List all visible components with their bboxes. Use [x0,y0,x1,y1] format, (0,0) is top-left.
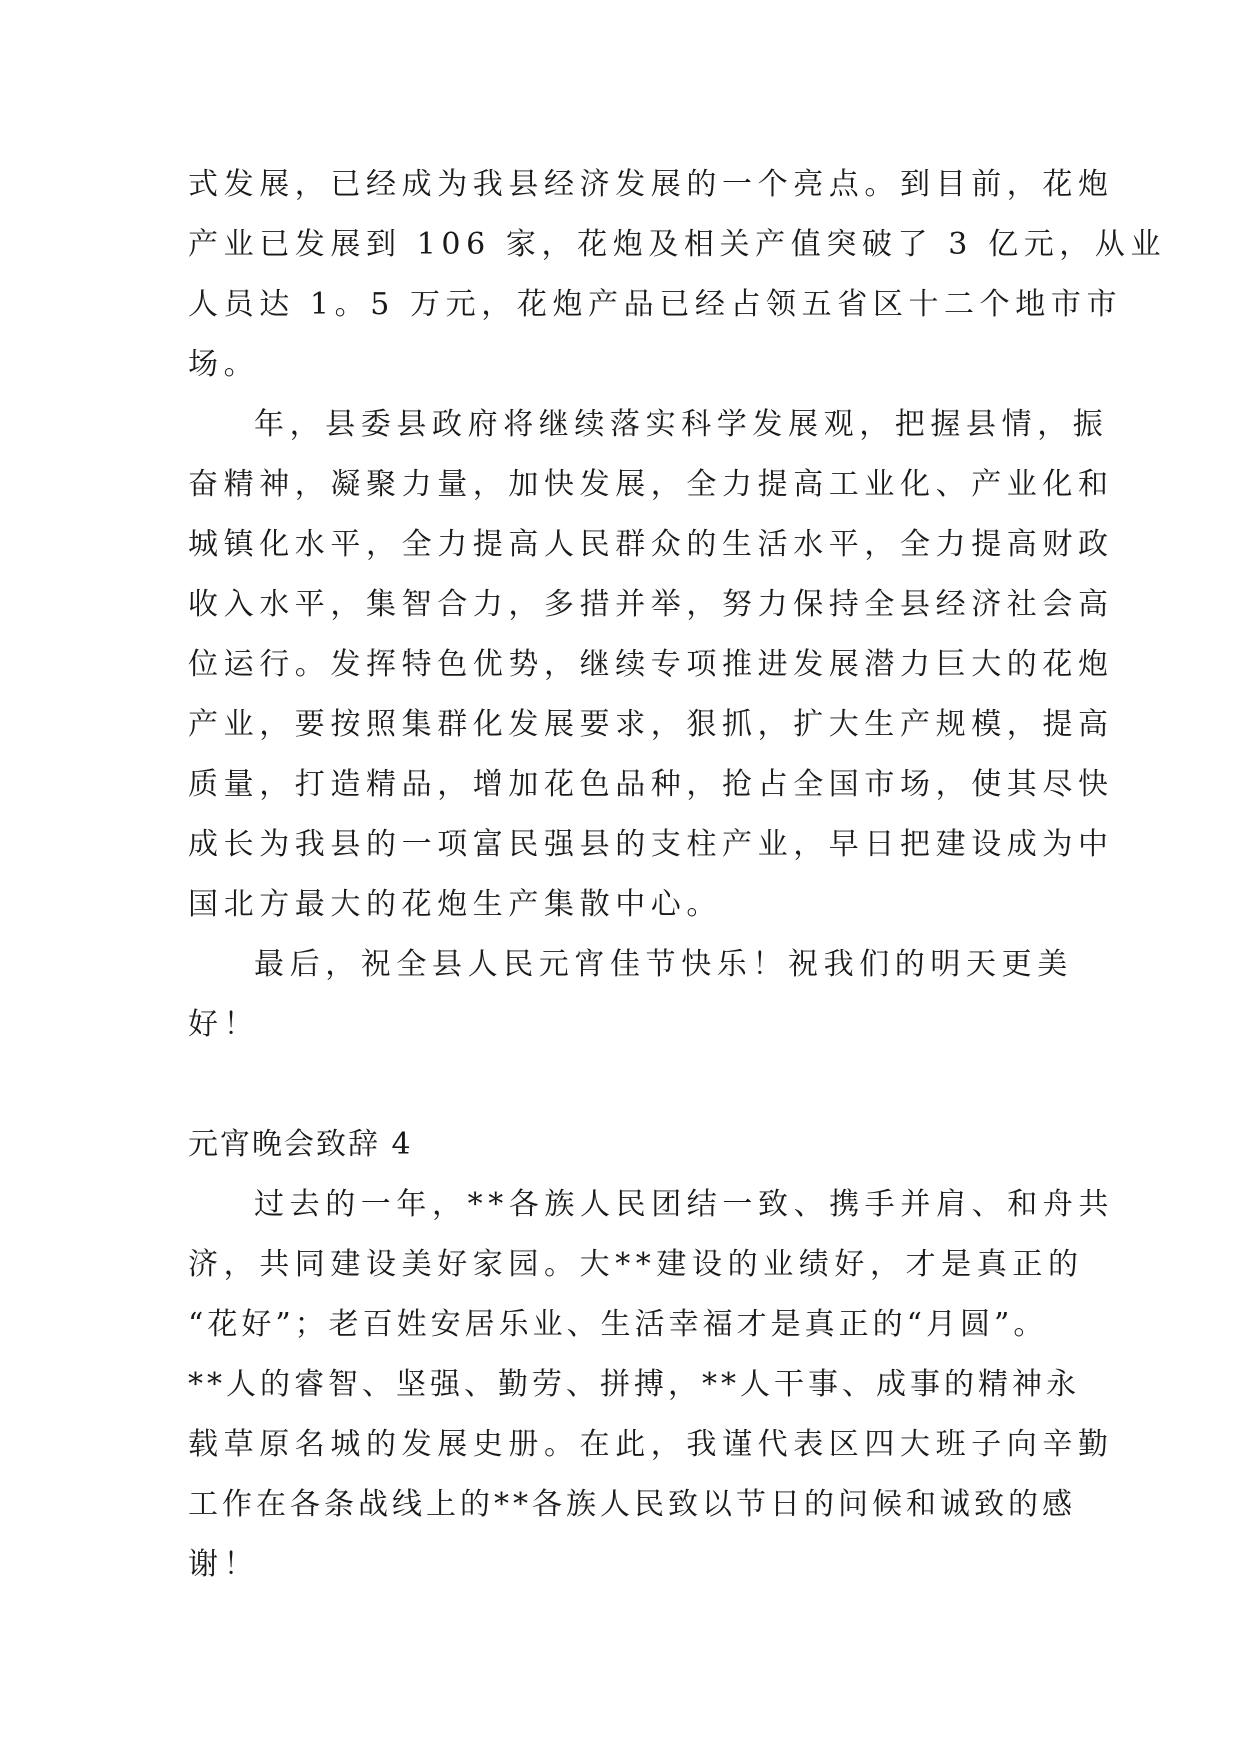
text-line: 成长为我县的一项富民强县的支柱产业，早日把建设成为中 [188,827,1114,862]
paragraph-flower-industry [188,155,1167,395]
text-line: 谢！ [188,1547,260,1582]
text-line: 过去的一年，**各族人民团结一致、携手并肩、和舟共 [254,1187,1114,1222]
paragraph-speech-4 [188,1175,1114,1595]
text-line: 位运行。发挥特色优势，继续专项推进发展潜力巨大的花炮 [188,647,1114,682]
paragraph-county-plan [188,395,1114,935]
document-page [188,155,1167,1595]
text-line: 工作在各条战线上的**各族人民致以节日的问候和诚致的感 [188,1487,1076,1522]
text-line: 年，县委县政府将继续落实科学发展观，把握县情，振 [254,407,1109,442]
text-line: 人员达 1。5 万元，花炮产品已经占领五省区十二个地市市 [188,287,1123,322]
text-line: **人的睿智、坚强、勤劳、拼搏，**人干事、成事的精神永 [188,1367,1080,1402]
text-line: 式发展，已经成为我县经济发展的一个亮点。到目前，花炮 [188,167,1114,202]
text-line: 好！ [188,1007,260,1042]
text-line: 产业，要按照集群化发展要求，狠抓，扩大生产规模，提高 [188,707,1114,742]
text-line: 场。 [188,347,260,382]
text-line: 收入水平，集智合力，多措并举，努力保持全县经济社会高 [188,587,1114,622]
text-line: 质量，打造精品，增加花色品种，抢占全国市场，使其尽快 [188,767,1114,802]
text-line: 最后，祝全县人民元宵佳节快乐！祝我们的明天更美 [254,947,1073,982]
text-line: 载草原名城的发展史册。在此，我谨代表区四大班子向辛勤 [188,1427,1114,1462]
paragraph-closing-wishes [188,935,1073,1055]
text-line: 国北方最大的花炮生产集散中心。 [188,887,722,922]
text-line: 奋精神，凝聚力量，加快发展，全力提高工业化、产业化和 [188,467,1114,502]
section-heading: 元宵晚会致辞 4 [188,1127,413,1162]
text-line: “花好”；老百姓安居乐业、生活幸福才是真正的“月圆”。 [188,1307,1048,1342]
text-line: 产业已发展到 106 家，花炮及相关产值突破了 3 亿元，从业 [188,227,1167,262]
text-line: 济，共同建设美好家园。大**建设的业绩好，才是真正的 [188,1247,1084,1282]
text-line: 城镇化水平，全力提高人民群众的生活水平，全力提高财政 [188,527,1114,562]
